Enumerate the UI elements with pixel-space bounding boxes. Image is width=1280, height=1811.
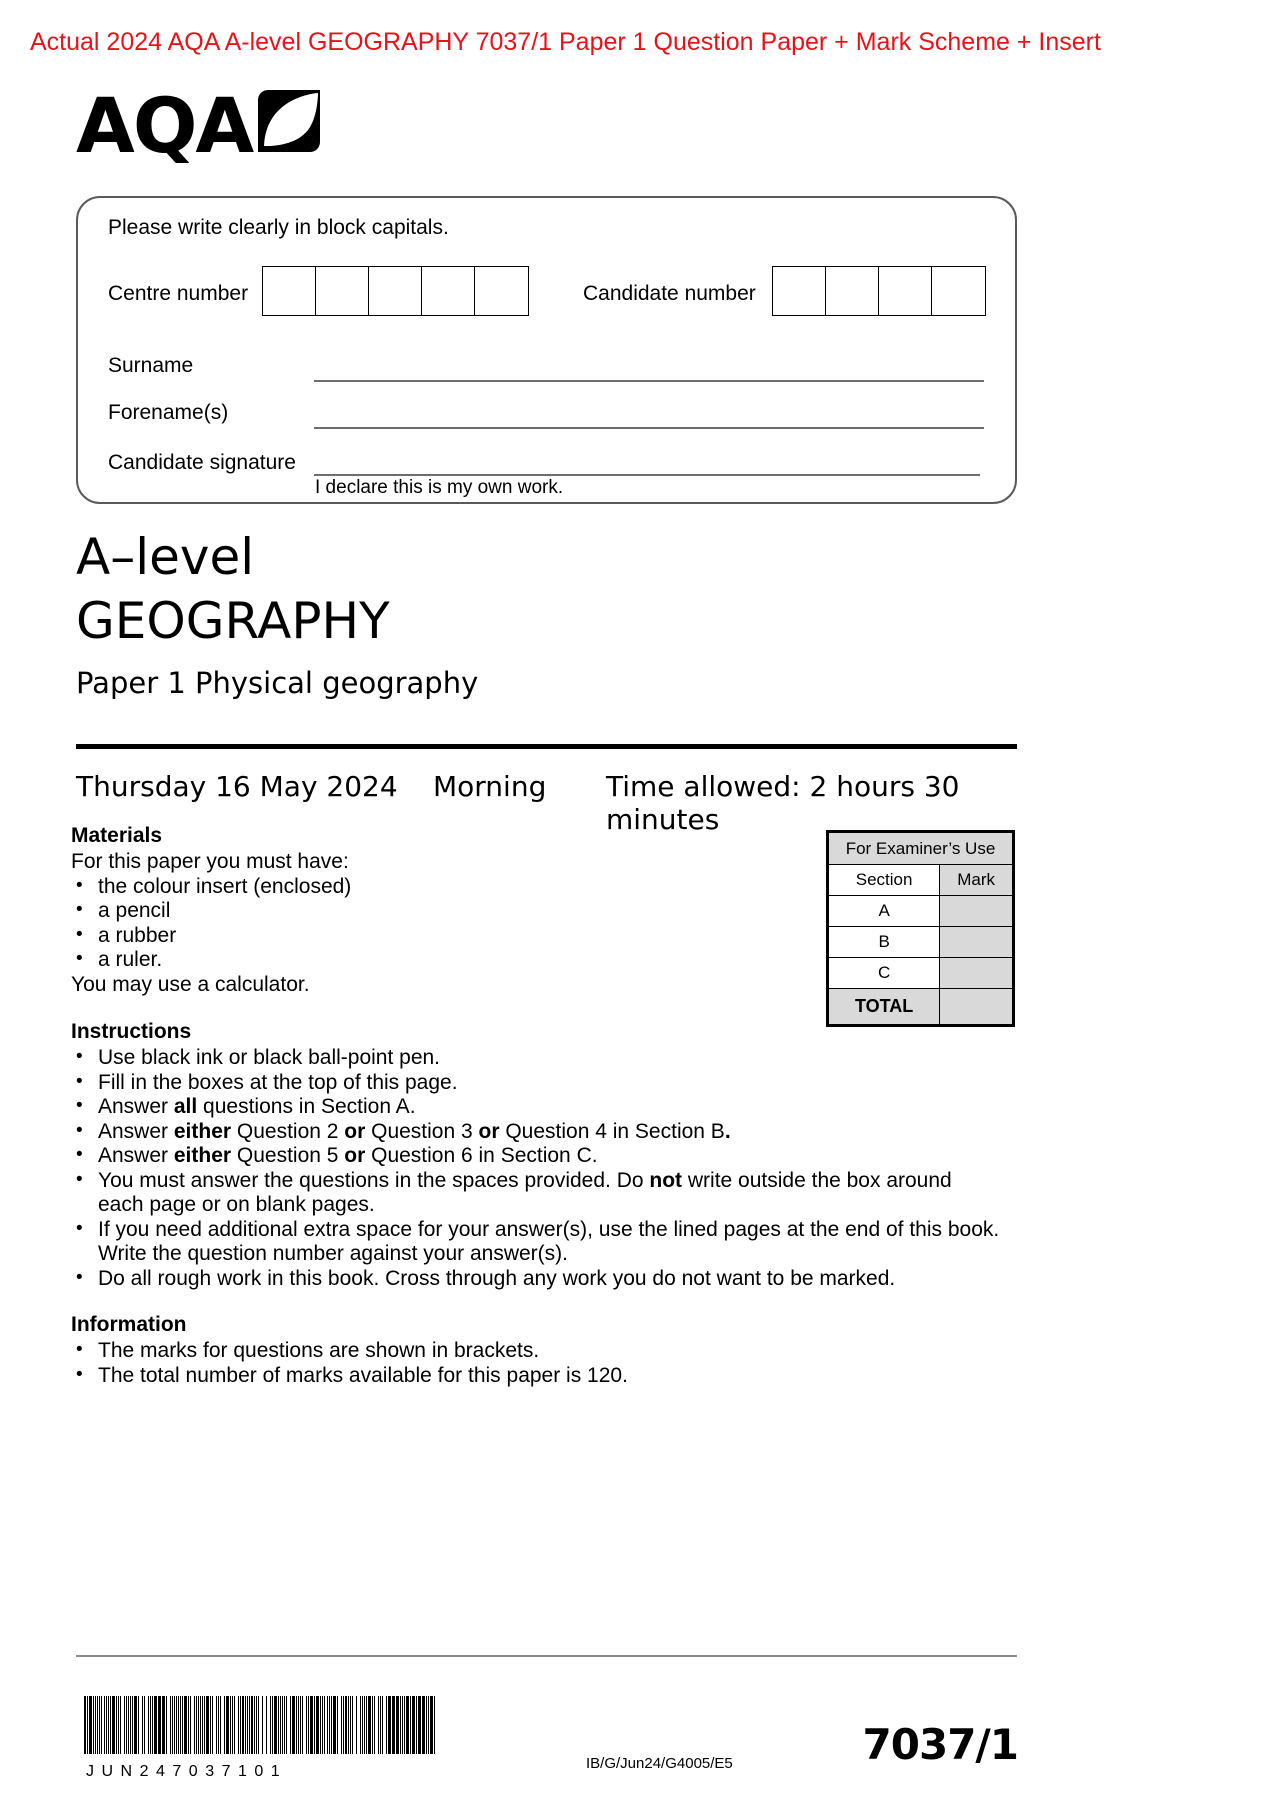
table-row <box>829 896 1013 927</box>
materials-section <box>71 824 711 997</box>
listing-title-annotation: Actual 2024 AQA A-level GEOGRAPHY 7037/1 Paper 1 Question Paper + Mark Scheme + Insert <box>30 28 1101 56</box>
centre-number-cell[interactable] <box>475 267 528 315</box>
materials-heading: Materials <box>71 824 163 847</box>
list-item: • Answer all questions in Section A. <box>71 1095 1001 1120</box>
surname-label: Surname <box>108 354 194 377</box>
candidate-signature-field[interactable] <box>314 474 980 476</box>
centre-number-label: Centre number <box>108 282 249 305</box>
list-item: • a pencil <box>71 899 711 924</box>
mark-cell-c[interactable] <box>940 958 1013 989</box>
table-row <box>829 927 1013 958</box>
surname-field[interactable] <box>314 380 984 382</box>
ib-reference-code: IB/G/Jun24/G4005/E5 <box>586 1755 733 1772</box>
barcode <box>84 1696 444 1781</box>
examiner-table-title: For Examiner’s Use <box>829 833 1013 865</box>
list-item: • Use black ink or black ball-point pen. <box>71 1046 1001 1071</box>
list-item: • a ruler. <box>71 948 711 973</box>
centre-number-cell[interactable] <box>369 267 422 315</box>
aqa-leaf-icon <box>258 90 320 157</box>
list-item: • If you need additional extra space for your answer(s), use the lined pages at the end of this book. Write the question number against your answer(s). <box>71 1218 1001 1267</box>
examiner-table-col-mark: Mark <box>940 865 1013 896</box>
barcode-image <box>84 1696 444 1756</box>
instructions-section <box>71 1020 1001 1291</box>
total-label: TOTAL <box>829 989 940 1025</box>
subject-title: GEOGRAPHY <box>76 592 390 650</box>
exam-date: Thursday 16 May 2024 <box>76 770 398 803</box>
list-item: • The total number of marks available for this paper is 120. <box>71 1364 1001 1389</box>
footer-divider <box>76 1655 1017 1657</box>
block-capitals-instruction: Please write clearly in block capitals. <box>108 216 449 239</box>
for-examiners-use-table <box>826 830 1015 1027</box>
mark-cell-b[interactable] <box>940 927 1013 958</box>
candidate-number-cell[interactable] <box>826 267 879 315</box>
list-item: • Answer either Question 5 or Question 6 in Section C. <box>71 1144 1001 1169</box>
list-item: • Fill in the boxes at the top of this page. <box>71 1071 1001 1096</box>
examiner-table-col-section: Section <box>829 865 940 896</box>
barcode-digits: JUN247037101 <box>86 1763 288 1780</box>
section-label-c: C <box>829 958 940 989</box>
list-item: • Do all rough work in this book. Cross through any work you do not want to be marked. <box>71 1267 1001 1292</box>
materials-lead: For this paper you must have: <box>71 850 349 873</box>
aqa-logo <box>76 81 320 170</box>
paper-title: Paper 1 Physical geography <box>76 666 479 700</box>
section-label-a: A <box>829 896 940 927</box>
aqa-wordmark: AQA <box>76 81 253 170</box>
header-divider <box>76 744 1017 749</box>
exam-session: Morning <box>433 770 547 803</box>
forenames-field[interactable] <box>314 427 984 429</box>
candidate-number-cell[interactable] <box>773 267 826 315</box>
materials-list <box>71 875 711 973</box>
centre-number-input[interactable] <box>262 266 529 316</box>
list-item: • You must answer the questions in the spaces provided. Do not write outside the box around each page or on blank pages. <box>71 1169 1001 1218</box>
mark-cell-a[interactable] <box>940 896 1013 927</box>
candidate-details-box <box>76 196 1017 504</box>
paper-code: 7037/1 <box>862 1720 1018 1769</box>
candidate-signature-label: Candidate signature <box>108 451 296 474</box>
materials-footnote: You may use a calculator. <box>71 972 310 996</box>
qualification-title: A–level <box>76 528 255 586</box>
table-row <box>829 958 1013 989</box>
list-item: • Answer either Question 2 or Question 3 or Question 4 in Section B. <box>71 1120 1001 1145</box>
section-label-b: B <box>829 927 940 958</box>
information-section <box>71 1313 1001 1388</box>
forenames-label: Forename(s) <box>108 401 229 424</box>
instructions-heading: Instructions <box>71 1020 192 1043</box>
candidate-number-input[interactable] <box>772 266 986 316</box>
exam-time-allowed: Time allowed: 2 hours 30 minutes <box>606 770 960 836</box>
candidate-number-label: Candidate number <box>583 282 756 305</box>
centre-number-cell[interactable] <box>422 267 475 315</box>
candidate-number-cell[interactable] <box>932 267 985 315</box>
list-item: • The marks for questions are shown in brackets. <box>71 1339 1001 1364</box>
information-heading: Information <box>71 1313 187 1336</box>
list-item: • a rubber <box>71 924 711 949</box>
information-list <box>71 1339 1001 1388</box>
centre-number-cell[interactable] <box>263 267 316 315</box>
centre-number-cell[interactable] <box>316 267 369 315</box>
declaration-text: I declare this is my own work. <box>315 477 564 498</box>
candidate-number-cell[interactable] <box>879 267 932 315</box>
instructions-list <box>71 1046 1001 1291</box>
list-item: • the colour insert (enclosed) <box>71 875 711 900</box>
